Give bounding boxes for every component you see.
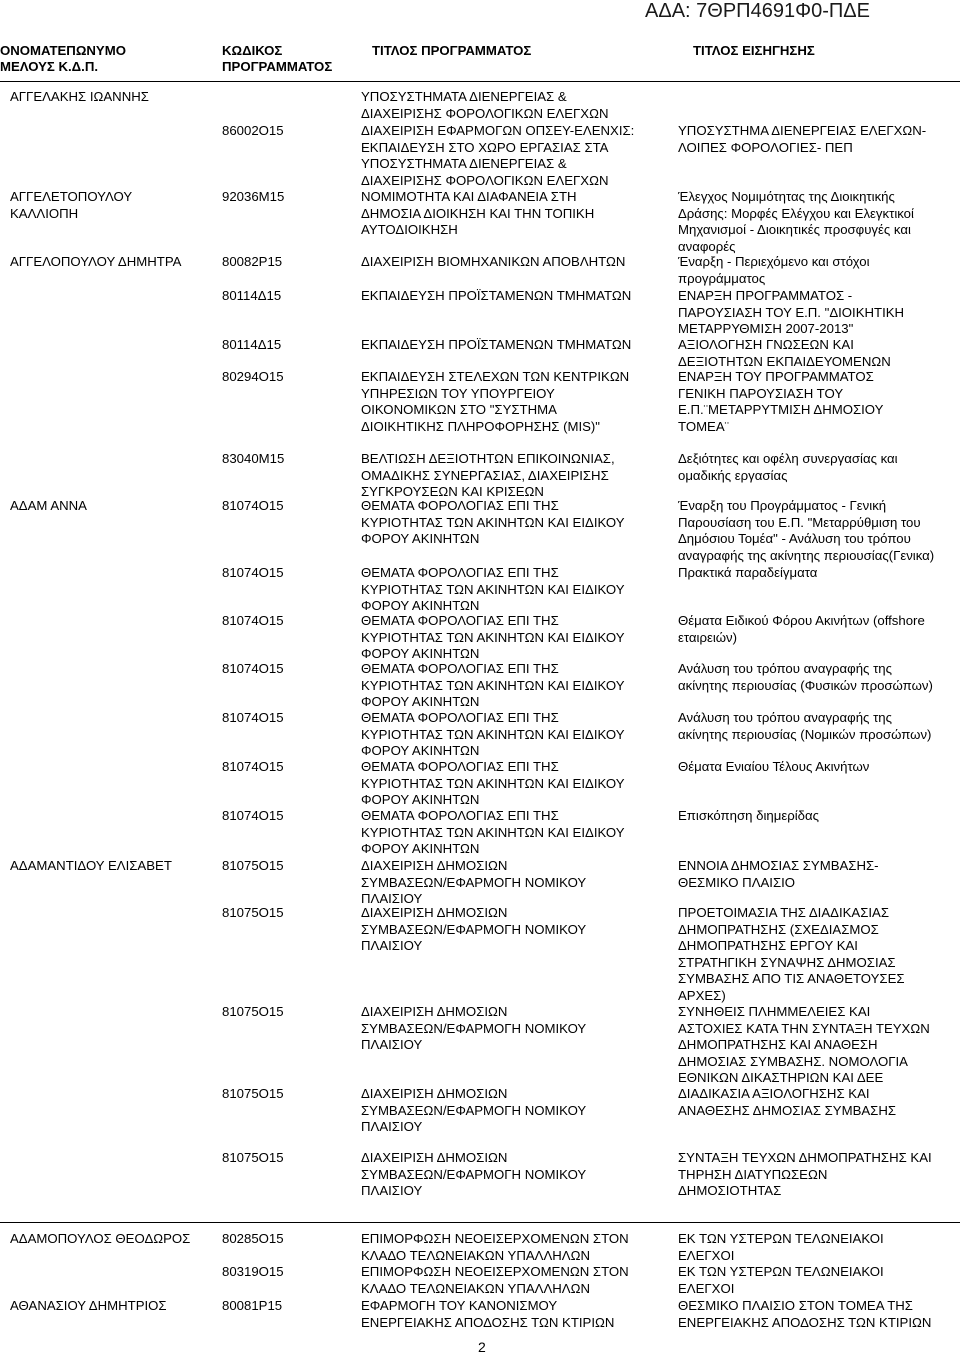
program-title: ΘΕΜΑΤΑ ΦΟΡΟΛΟΓΙΑΣ ΕΠΙ ΤΗΣ ΚΥΡΙΟΤΗΤΑΣ ΤΩΝ ΑΚΙΝΗΤΩΝ ΚΑΙ ΕΙΔΙΚΟΥ ΦΟΡΟΥ ΑΚΙΝΗΤΩΝ [361,565,625,613]
program-code: 81075Ο15 [222,1150,284,1165]
program-code: 81074Ο15 [222,759,284,774]
member-name: ΑΔΑΜΟΠΟΥΛΟΣ ΘΕΟΔΩΡΟΣ [10,1231,191,1246]
lecture-title: ΕΝΑΡΞΗ ΤΟΥ ΠΡΟΓΡΑΜΜΑΤΟΣ ΓΕΝΙΚΗ ΠΑΡΟΥΣΙΑΣΗ ΤΟΥ Ε.Π.¨ΜΕΤΑΡΡΥΤΜΙΣΗ ΔΗΜΟΣΙΟΥ ΤΟΜΕΑ¨ [678,369,884,434]
lecture-title: ΣΥΝΤΑΞΗ ΤΕΥΧΩΝ ΔΗΜΟΠΡΑΤΗΣΗΣ ΚΑΙ ΤΗΡΗΣΗ ΔΙΑΤΥΠΩΣΕΩΝ ΔΗΜΟΣΙΟΤΗΤΑΣ [678,1150,932,1198]
header-lecture-label: ΤΙΤΛΟΣ ΕΙΣΗΓΗΣΗΣ [693,43,815,58]
program-title: ΔΙΑΧΕΙΡΙΣΗ ΔΗΜΟΣΙΩΝ ΣΥΜΒΑΣΕΩΝ/ΕΦΑΡΜΟΓΗ ΝΟΜΙΚΟΥ ΠΛΑΙΣΙΟΥ [361,1004,587,1052]
header-name-label: ΟΝΟΜΑΤΕΠΩΝΥΜΟ ΜΕΛΟΥΣ Κ.Δ.Π. [0,43,126,74]
program-title: ΔΙΑΧΕΙΡΙΣΗ ΕΦΑΡΜΟΓΩΝ ΟΠΣΕΥ-ΕΛΕΝΧΙΣ: ΕΚΠΑΙΔΕΥΣΗ ΣΤΟ ΧΩΡΟ ΕΡΓΑΣΙΑΣ ΣΤΑ ΥΠΟΣΥΣΤΗΜΑΤΑ ΔΙΕΝΕΡΓΕΙΑΣ & ΔΙΑΧΕΙΡΙΣΗΣ ΦΟΡΟΛΟΓΙΚΩΝ ΕΛΕΓΧΩΝ [361,123,635,188]
header-program [372,43,662,81]
header-rule [0,81,960,82]
program-code: 92036Μ15 [222,189,285,204]
program-title: ΝΟΜΙΜΟΤΗΤΑ ΚΑΙ ΔΙΑΦΑΝΕΙΑ ΣΤΗ ΔΗΜΟΣΙΑ ΔΙΟΙΚΗΣΗ ΚΑΙ ΤΗΝ ΤΟΠΙΚΗ ΑΥΤΟΔΙΟΙΚΗΣΗ [361,189,595,237]
member-name: ΑΔΑΜΑΝΤΙΔΟΥ ΕΛΙΣΑΒΕΤ [10,858,172,873]
program-title: ΘΕΜΑΤΑ ΦΟΡΟΛΟΓΙΑΣ ΕΠΙ ΤΗΣ ΚΥΡΙΟΤΗΤΑΣ ΤΩΝ ΑΚΙΝΗΤΩΝ ΚΑΙ ΕΙΔΙΚΟΥ ΦΟΡΟΥ ΑΚΙΝΗΤΩΝ [361,808,625,856]
lecture-title: ΕΚ ΤΩΝ ΥΣΤΕΡΩΝ ΤΕΛΩΝΕΙΑΚΟΙ ΕΛΕΓΧΟΙ [678,1264,884,1296]
lecture-title: Δεξιότητες και οφέλη συνεργασίας και ομαδικής εργασίας [678,451,898,483]
program-title: ΕΦΑΡΜΟΓΗ ΤΟΥ ΚΑΝΟΝΙΣΜΟΥ ΕΝΕΡΓΕΙΑΚΗΣ ΑΠΟΔΟΣΗΣ ΤΩΝ ΚΤΙΡΙΩΝ [361,1298,615,1330]
program-title: ΘΕΜΑΤΑ ΦΟΡΟΛΟΓΙΑΣ ΕΠΙ ΤΗΣ ΚΥΡΙΟΤΗΤΑΣ ΤΩΝ ΑΚΙΝΗΤΩΝ ΚΑΙ ΕΙΔΙΚΟΥ ΦΟΡΟΥ ΑΚΙΝΗΤΩΝ [361,613,625,661]
program-code: 80082Ρ15 [222,254,283,269]
member-name: ΑΘΑΝΑΣΙΟΥ ΔΗΜΗΤΡΙΟΣ [10,1298,167,1313]
program-code: 81074Ο15 [222,498,284,513]
program-code: 81075Ο15 [222,905,284,920]
lecture-title: Έναρξη - Περιεχόμενο και στόχοι προγράμματος [678,254,870,286]
program-title: ΕΠΙΜΟΡΦΩΣΗ ΝΕΟΕΙΣΕΡΧΟΜΕΝΩΝ ΣΤΟΝ ΚΛΑΔΟ ΤΕΛΩΝΕΙΑΚΩΝ ΥΠΑΛΛΗΛΩΝ [361,1264,629,1296]
program-code: 81074Ο15 [222,710,284,725]
lecture-title: Επισκόπηση διημερίδας [678,808,819,823]
section-rule [0,1222,960,1223]
program-title: ΘΕΜΑΤΑ ΦΟΡΟΛΟΓΙΑΣ ΕΠΙ ΤΗΣ ΚΥΡΙΟΤΗΤΑΣ ΤΩΝ ΑΚΙΝΗΤΩΝ ΚΑΙ ΕΙΔΙΚΟΥ ΦΟΡΟΥ ΑΚΙΝΗΤΩΝ [361,661,625,709]
lecture-title: ΘΕΣΜΙΚΟ ΠΛΑΙΣΙΟ ΣΤΟΝ ΤΟΜΕΑ ΤΗΣ ΕΝΕΡΓΕΙΑΚΗΣ ΑΠΟΔΟΣΗΣ ΤΩΝ ΚΤΙΡΙΩΝ [678,1298,932,1330]
lecture-title: ΔΙΑΔΙΚΑΣΙΑ ΑΞΙΟΛΟΓΗΣΗΣ ΚΑΙ ΑΝΑΘΕΣΗΣ ΔΗΜΟΣΙΑΣ ΣΥΜΒΑΣΗΣ [678,1086,897,1118]
lecture-title: ΕΚ ΤΩΝ ΥΣΤΕΡΩΝ ΤΕΛΩΝΕΙΑΚΟΙ ΕΛΕΓΧΟΙ [678,1231,884,1263]
lecture-title: Έναρξη του Προγράμματος - Γενική Παρουσίαση του Ε.Π. "Μεταρρύθμιση του Δημόσιου Τομέα" - Ανάλυση του τρόπου αναγραφής της ακίνητης περιουσίας(Γενικα) [678,498,935,563]
member-name: ΑΓΓΕΛΑΚΗΣ ΙΩΑΝΝΗΣ [10,89,149,104]
program-title: ΘΕΜΑΤΑ ΦΟΡΟΛΟΓΙΑΣ ΕΠΙ ΤΗΣ ΚΥΡΙΟΤΗΤΑΣ ΤΩΝ ΑΚΙΝΗΤΩΝ ΚΑΙ ΕΙΔΙΚΟΥ ΦΟΡΟΥ ΑΚΙΝΗΤΩΝ [361,498,625,546]
lecture-title: ΑΞΙΟΛΟΓΗΣΗ ΓΝΩΣΕΩΝ ΚΑΙ ΔΕΞΙΟΤΗΤΩΝ ΕΚΠΑΙΔΕΥΟΜΕΝΩΝ [678,337,891,369]
program-title: ΕΚΠΑΙΔΕΥΣΗ ΠΡΟΪΣΤΑΜΕΝΩΝ ΤΜΗΜΑΤΩΝ [361,337,632,352]
header-name [0,43,210,81]
program-title: ΕΚΠΑΙΔΕΥΣΗ ΣΤΕΛΕΧΩΝ ΤΩΝ ΚΕΝΤΡΙΚΩΝ ΥΠΗΡΕΣΙΩΝ ΤΟΥ ΥΠΟΥΡΓΕΙΟΥ ΟΙΚΟΝΟΜΙΚΩΝ ΣΤΟ "ΣΥΣΤΗΜΑ ΔΙΟΙΚΗΤΙΚΗΣ ΠΛΗΡΟΦΟΡΗΣΗΣ (MIS)" [361,369,630,434]
program-code: 80285Ο15 [222,1231,284,1246]
program-code: 80319Ο15 [222,1264,284,1279]
lecture-title: Πρακτικά παραδείγματα [678,565,818,580]
header-code [222,43,352,81]
member-name: ΑΓΓΕΛΕΤΟΠΟΥΛΟΥ ΚΑΛΛΙΟΠΗ [10,189,133,221]
header-lecture [693,43,953,81]
program-title: ΘΕΜΑΤΑ ΦΟΡΟΛΟΓΙΑΣ ΕΠΙ ΤΗΣ ΚΥΡΙΟΤΗΤΑΣ ΤΩΝ ΑΚΙΝΗΤΩΝ ΚΑΙ ΕΙΔΙΚΟΥ ΦΟΡΟΥ ΑΚΙΝΗΤΩΝ [361,710,625,758]
program-code: 80114Δ15 [222,288,282,303]
lecture-title: ΕΝΝΟΙΑ ΔΗΜΟΣΙΑΣ ΣΥΜΒΑΣΗΣ- ΘΕΣΜΙΚΟ ΠΛΑΙΣΙΟ [678,858,879,890]
program-code: 81074Ο15 [222,661,284,676]
lecture-title: Έλεγχος Νομιμότητας της Διοικητικής Δράσης: Μορφές Ελέγχου και Ελεγκτικοί Μηχανισμοί - Διοικητικές προσφυγές και αναφορές [678,189,914,254]
lecture-title: ΥΠΟΣΥΣΤΗΜΑ ΔΙΕΝΕΡΓΕΙΑΣ ΕΛΕΓΧΩΝ- ΛΟΙΠΕΣ ΦΟΡΟΛΟΓΙΕΣ- ΠΕΠ [678,123,927,155]
program-code: 81075Ο15 [222,858,284,873]
page-number: 2 [478,1339,486,1355]
program-title: ΔΙΑΧΕΙΡΙΣΗ ΒΙΟΜΗΧΑΝΙΚΩΝ ΑΠΟΒΛΗΤΩΝ [361,254,626,269]
member-name: ΑΔΑΜ ΑΝΝΑ [10,498,87,513]
lecture-title: Ανάλυση του τρόπου αναγραφής της ακίνητης περιουσίας (Φυσικών προσώπων) [678,661,933,693]
program-code: 83040Μ15 [222,451,285,466]
program-title: ΔΙΑΧΕΙΡΙΣΗ ΔΗΜΟΣΙΩΝ ΣΥΜΒΑΣΕΩΝ/ΕΦΑΡΜΟΓΗ ΝΟΜΙΚΟΥ ΠΛΑΙΣΙΟΥ [361,1150,587,1198]
program-code: 81074Ο15 [222,808,284,823]
header-program-label: ΤΙΤΛΟΣ ΠΡΟΓΡΑΜΜΑΤΟΣ [372,43,532,58]
program-title: ΔΙΑΧΕΙΡΙΣΗ ΔΗΜΟΣΙΩΝ ΣΥΜΒΑΣΕΩΝ/ΕΦΑΡΜΟΓΗ ΝΟΜΙΚΟΥ ΠΛΑΙΣΙΟΥ [361,858,587,906]
lecture-title: ΕΝΑΡΞΗ ΠΡΟΓΡΑΜΜΑΤΟΣ - ΠΑΡΟΥΣΙΑΣΗ ΤΟΥ Ε.Π. "ΔΙΟΙΚΗΤΙΚΗ ΜΕΤΑΡΡΥΘΜΙΣΗ 2007-2013" [678,288,905,336]
lecture-title: Ανάλυση του τρόπου αναγραφής της ακίνητης περιουσίας (Νομικών προσώπων) [678,710,932,742]
lecture-title: ΠΡΟΕΤΟΙΜΑΣΙΑ ΤΗΣ ΔΙΑΔΙΚΑΣΙΑΣ ΔΗΜΟΠΡΑΤΗΣΗΣ (ΣΧΕΔΙΑΣΜΟΣ ΔΗΜΟΠΡΑΤΗΣΗΣ ΕΡΓΟΥ ΚΑΙ ΣΤΡΑΤΗΓΙΚΗ ΣΥΝΑΨΗΣ ΔΗΜΟΣΙΑΣ ΣΥΜΒΑΣΗΣ ΑΠΟ ΤΙΣ ΑΝΑΘΕΤΟΥΣΕΣ ΑΡΧΕΣ) [678,905,905,1003]
header-code-label: ΚΩΔΙΚΟΣ ΠΡΟΓΡΑΜΜΑΤΟΣ [222,43,333,74]
program-title: ΔΙΑΧΕΙΡΙΣΗ ΔΗΜΟΣΙΩΝ ΣΥΜΒΑΣΕΩΝ/ΕΦΑΡΜΟΓΗ ΝΟΜΙΚΟΥ ΠΛΑΙΣΙΟΥ [361,1086,587,1134]
lecture-title: ΣΥΝΗΘΕΙΣ ΠΛΗΜΜΕΛΕΙΕΣ ΚΑΙ ΑΣΤΟΧΙΕΣ ΚΑΤΑ ΤΗΝ ΣΥΝΤΑΞΗ ΤΕΥΧΩΝ ΔΗΜΟΠΡΑΤΗΣΗΣ ΚΑΙ ΑΝΑΘΕΣΗ ΔΗΜΟΣΙΑΣ ΣΥΜΒΑΣΗΣ. ΝΟΜΟΛΟΓΙΑ ΕΘΝΙΚΩΝ ΔΙΚΑΣΤΗΡΙΩΝ ΚΑΙ ΔΕΕ [678,1004,930,1085]
program-code: 81074Ο15 [222,613,284,628]
program-code: 86002Ο15 [222,123,284,138]
program-title: ΒΕΛΤΙΩΣΗ ΔΕΞΙΟΤΗΤΩΝ ΕΠΙΚΟΙΝΩΝΙΑΣ, ΟΜΑΔΙΚΗΣ ΣΥΝΕΡΓΑΣΙΑΣ, ΔΙΑΧΕΙΡΙΣΗΣ ΣΥΓΚΡΟΥΣΕΩΝ ΚΑΙ ΚΡΙΣΕΩΝ [361,451,615,499]
ada-code: ΑΔΑ: 7ΘΡΠ4691Φ0-ΠΔΕ [645,0,870,22]
program-title: ΔΙΑΧΕΙΡΙΣΗ ΔΗΜΟΣΙΩΝ ΣΥΜΒΑΣΕΩΝ/ΕΦΑΡΜΟΓΗ ΝΟΜΙΚΟΥ ΠΛΑΙΣΙΟΥ [361,905,587,953]
program-code: 81075Ο15 [222,1086,284,1101]
lecture-title: Θέματα Ενιαίου Τέλους Ακινήτων [678,759,870,774]
program-title: ΘΕΜΑΤΑ ΦΟΡΟΛΟΓΙΑΣ ΕΠΙ ΤΗΣ ΚΥΡΙΟΤΗΤΑΣ ΤΩΝ ΑΚΙΝΗΤΩΝ ΚΑΙ ΕΙΔΙΚΟΥ ΦΟΡΟΥ ΑΚΙΝΗΤΩΝ [361,759,625,807]
program-code: 81075Ο15 [222,1004,284,1019]
program-code: 80081Ρ15 [222,1298,283,1313]
program-title: ΥΠΟΣΥΣΤΗΜΑΤΑ ΔΙΕΝΕΡΓΕΙΑΣ & ΔΙΑΧΕΙΡΙΣΗΣ ΦΟΡΟΛΟΓΙΚΩΝ ΕΛΕΓΧΩΝ [361,89,609,121]
program-title: ΕΠΙΜΟΡΦΩΣΗ ΝΕΟΕΙΣΕΡΧΟΜΕΝΩΝ ΣΤΟΝ ΚΛΑΔΟ ΤΕΛΩΝΕΙΑΚΩΝ ΥΠΑΛΛΗΛΩΝ [361,1231,629,1263]
member-name: ΑΓΓΕΛΟΠΟΥΛΟΥ ΔΗΜΗΤΡΑ [10,254,182,269]
lecture-title: Θέματα Ειδικού Φόρου Ακινήτων (offshore εταιρειών) [678,613,925,645]
program-code: 80294Ο15 [222,369,284,384]
program-code: 80114Δ15 [222,337,282,352]
program-code: 81074Ο15 [222,565,284,580]
program-title: ΕΚΠΑΙΔΕΥΣΗ ΠΡΟΪΣΤΑΜΕΝΩΝ ΤΜΗΜΑΤΩΝ [361,288,632,303]
